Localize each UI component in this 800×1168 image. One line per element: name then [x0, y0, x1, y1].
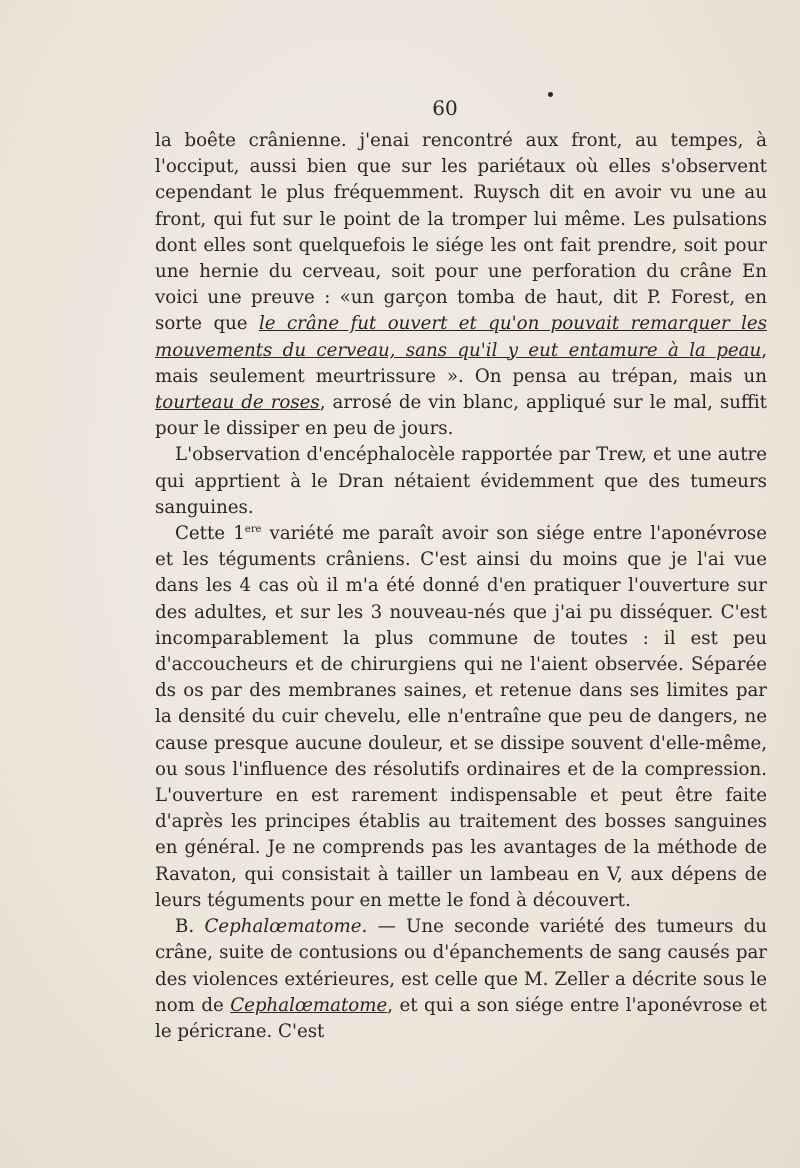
text-segment: . — Une seconde variété des tumeurs du crâne, suite de contusions ou d'épanchements de sang causés par des violences extérieures, est celle que M. Zeller a décrite sous le nom de	[155, 916, 767, 1016]
quoted-phrase: le crâne fut ouvert et qu'on pouvait remarquer les mouvements du cerveau, sans qu'il y eut entamure à la peau	[155, 313, 767, 361]
page-number: 60	[432, 96, 458, 120]
section-term: Cephalœmatome	[204, 916, 362, 938]
paragraph-3	[155, 521, 767, 914]
text-segment: la boête crânienne. j'enai rencontré aux front, au tempes, à l'occiput, aussi bien que sur les pariétaux où elles s'observent cependant le plus fréquemment. Ruysch dit en avoir vu une au front, qui fut sur le point de la tromper lui même. Les pulsations dont elles sont quelquefois le siége les ont fait prendre, soit pour une hernie du cerveau, soit pour une perforation du crâne En voici une preuve : «un garçon tomba de haut, dit P. Forest, en sorte que	[155, 130, 767, 335]
text-block	[155, 128, 767, 1045]
text-segment: B.	[175, 916, 205, 938]
text-segment: , mais seulement meurtrissure ». On pensa au trépan, mais un	[155, 339, 767, 387]
text-segment: variété me paraît avoir son siége entre l'aponévrose et les téguments crâniens. C'est ainsi du moins que je l'ai vue dans les 4 cas où il m'a été donné d'en pratiquer l'ouverture sur des adultes, et sur les 3 nouveau-nés que j'ai pu disséquer. C'est incomparablement la plus commune de toutes : il est peu d'accoucheurs et de chirurgiens qui ne l'aient observée. Séparée ds os par des membranes saines, et retenue dans ses limites par la densité du cuir chevelu, elle n'entraîne que peu de dangers, ne cause presque aucune douleur, et se dissipe souvent d'elle-même, ou sous l'influence des résolutifs ordinaires et de la compression. L'ouverture en est rarement indispensable et peut être faite d'après les principes établis au traitement des bosses sanguines en général. Je ne comprends pas les avantages de la méthode de Ravaton, qui consistait à tailler un lambeau en V, aux dépens de leurs téguments pour en mette le fond à découvert.	[155, 523, 767, 911]
paragraph-2	[155, 442, 767, 521]
paragraph-4	[155, 914, 767, 1045]
paragraph-1	[155, 128, 767, 442]
text-segment: , arrosé de vin blanc, appliqué sur le mal, suffit pour le dissiper en peu de jours.	[155, 392, 767, 440]
quoted-phrase: Cephalœmatome	[230, 994, 388, 1016]
text-segment: Cette 1	[175, 523, 245, 545]
text-segment: , et qui a son siége entre l'aponévrose et le péricrane. C'est	[155, 994, 767, 1042]
text-segment: L'observation d'encéphalocèle rapportée par Trew, et une autre qui apprtient à le Dran nétaient évidemment que des tumeurs sanguines.	[155, 444, 767, 518]
quoted-phrase: tourteau de roses	[155, 392, 320, 414]
superscript: ere	[244, 523, 262, 535]
